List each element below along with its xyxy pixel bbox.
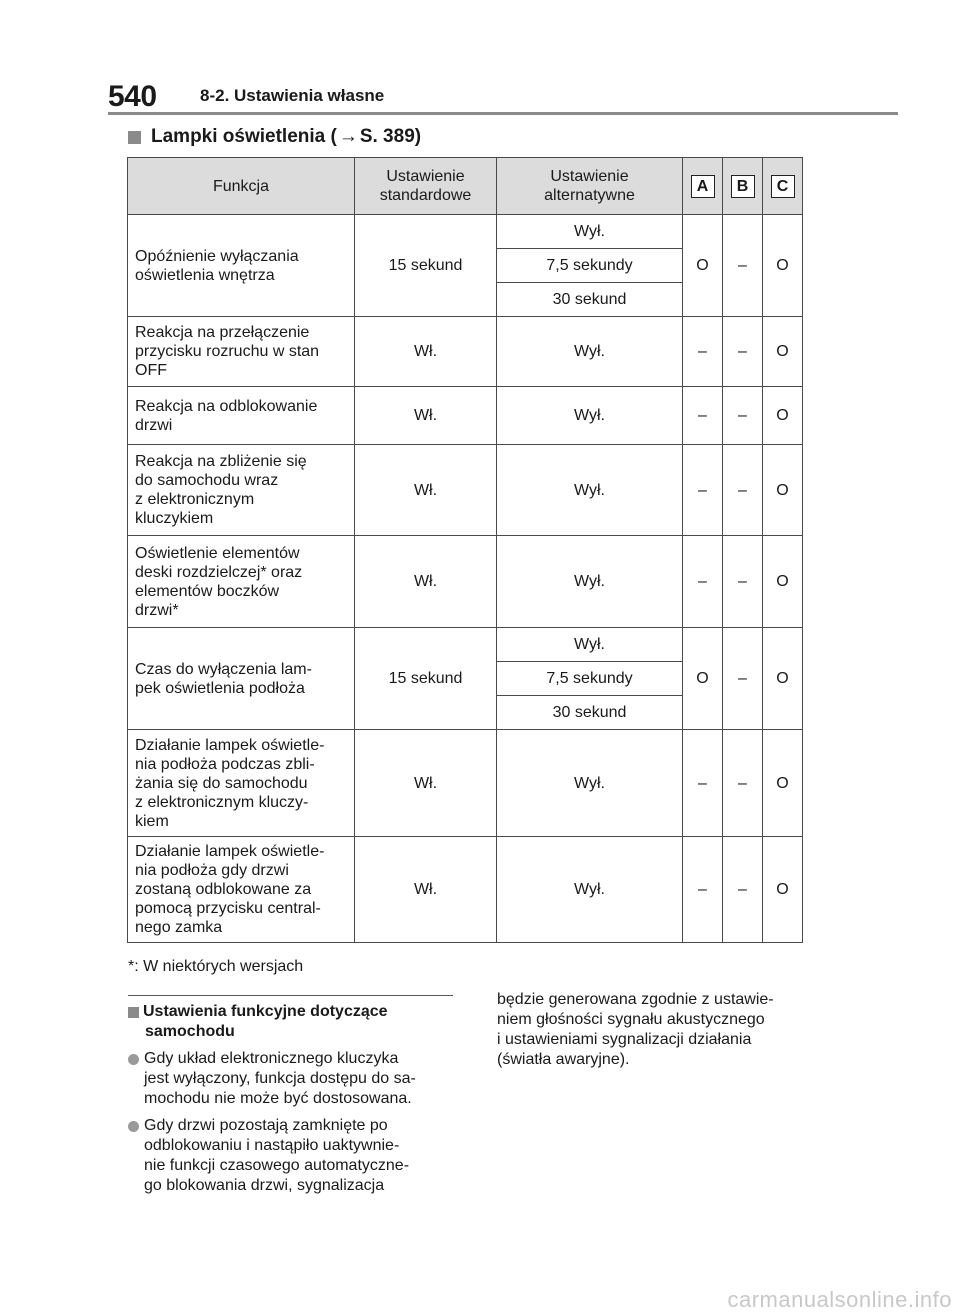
notes-left-column [128, 995, 453, 1196]
function-cell [128, 215, 355, 317]
customization-b-cell: – [723, 628, 763, 730]
function-line: Opóźnienie wyłączania [135, 247, 299, 265]
notes-heading-line: Ustawienia funkcyjne dotyczące [143, 1003, 388, 1020]
table-row [128, 837, 803, 943]
alternative-value-cell: 30 sekund [497, 283, 683, 317]
header-alternative-line: alternatywne [544, 187, 635, 204]
header-b [723, 158, 763, 215]
function-line: pek oświetlenia podłoża [135, 679, 305, 697]
customization-c-cell: O [763, 837, 803, 943]
function-cell [128, 387, 355, 445]
default-value-cell: Wł. [355, 837, 497, 943]
default-value-cell: Wł. [355, 445, 497, 536]
function-line: drzwi [135, 416, 173, 434]
default-value-cell: 15 sekund [355, 628, 497, 730]
customization-a-cell: – [683, 730, 723, 837]
function-line: Reakcja na odblokowanie [135, 397, 318, 415]
note-line: nie funkcji czasowego automatyczne- [144, 1157, 410, 1174]
function-line: pomocą przycisku central- [135, 900, 321, 917]
notes-heading-line: samochodu [145, 1023, 235, 1040]
function-line: przycisku rozruchu w stan [135, 343, 320, 360]
table-row [128, 445, 803, 536]
alternative-value-cell: Wył. [497, 317, 683, 387]
customization-b-cell: – [723, 536, 763, 628]
customization-b-cell: – [723, 837, 763, 943]
function-line: Oświetlenie elementów [135, 544, 300, 562]
alternative-value-cell: Wył. [497, 215, 683, 249]
customization-a-cell: – [683, 445, 723, 536]
function-line: zostaną odblokowane za [135, 881, 312, 898]
customization-b-cell: – [723, 730, 763, 837]
alternative-value-cell: Wył. [497, 445, 683, 536]
function-cell [128, 445, 355, 536]
default-value-cell: Wł. [355, 317, 497, 387]
function-line: OFF [135, 362, 167, 379]
function-cell [128, 628, 355, 730]
table-row [128, 215, 803, 249]
note-continuation-line: (światła awaryjne). [497, 1051, 630, 1068]
page-header [108, 78, 898, 115]
customization-a-cell: – [683, 387, 723, 445]
letter-b-icon: B [731, 175, 755, 198]
function-line: Działanie lampek oświetle- [135, 736, 325, 754]
table-row [128, 730, 803, 837]
header-function: Funkcja [128, 158, 355, 215]
customization-b-cell: – [723, 387, 763, 445]
note-line: Gdy drzwi pozostają zamknięte po [144, 1117, 388, 1134]
page-number: 540 [108, 80, 157, 113]
alternative-value-cell: Wył. [497, 536, 683, 628]
watermark: carmanualsonline.info [727, 1287, 952, 1312]
note-line: odblokowaniu i nastąpiło uaktywnie- [144, 1137, 400, 1154]
customization-b-cell: – [723, 445, 763, 536]
alternative-value-cell: Wył. [497, 837, 683, 943]
customization-a-cell: O [683, 215, 723, 317]
customization-c-cell: O [763, 730, 803, 837]
function-line: z elektronicznym kluczy- [135, 793, 309, 811]
customization-c-cell: O [763, 215, 803, 317]
header-default-line: Ustawienie [386, 168, 465, 185]
footnote: *: W niektórych wersjach [128, 958, 304, 975]
customization-a-cell: O [683, 628, 723, 730]
customization-c-cell: O [763, 317, 803, 387]
letter-a-icon: A [691, 175, 715, 198]
default-value-cell: Wł. [355, 536, 497, 628]
function-line: Reakcja na zbliżenie się [135, 453, 307, 470]
section-title [128, 126, 421, 148]
function-line: drzwi* [135, 601, 179, 619]
function-line: Reakcja na przełączenie [135, 324, 310, 341]
function-line: do samochodu wraz [135, 472, 279, 489]
alternative-value-cell: Wył. [497, 628, 683, 662]
note-line: go blokowania drzwi, sygnalizacja [144, 1177, 385, 1194]
function-cell [128, 317, 355, 387]
customization-a-cell: – [683, 837, 723, 943]
alternative-value-cell: 7,5 sekundy [497, 249, 683, 283]
customization-a-cell: – [683, 317, 723, 387]
section-title-text: Lampki oświetlenia ( [151, 126, 337, 147]
function-line: żania się do samochodu [135, 774, 308, 792]
divider [128, 995, 453, 996]
function-cell [128, 730, 355, 837]
note-bullet [128, 1049, 453, 1109]
table-row [128, 387, 803, 445]
table-row [128, 536, 803, 628]
note-continuation-line: niem głośności sygnału akustycznego [497, 1011, 765, 1028]
notes-right-column [497, 990, 807, 1070]
note-line: jest wyłączony, funkcja dostępu do sa- [144, 1070, 416, 1087]
square-bullet-icon [128, 1007, 139, 1018]
note-continuation-line: i ustawieniami sygnalizacji działania [497, 1031, 752, 1048]
alternative-value-cell: Wył. [497, 730, 683, 837]
alternative-value-cell: Wył. [497, 387, 683, 445]
header-alternative-line: Ustawienie [550, 168, 629, 185]
table-header-row [128, 158, 803, 215]
function-line: elementów boczków [135, 582, 280, 600]
function-line: Działanie lampek oświetle- [135, 843, 325, 860]
table-row [128, 317, 803, 387]
customization-b-cell: – [723, 317, 763, 387]
header-alternative [497, 158, 683, 215]
circle-bullet-icon [128, 1121, 139, 1132]
notes-heading [128, 1002, 453, 1042]
header-a [683, 158, 723, 215]
header-c [763, 158, 803, 215]
customization-c-cell: O [763, 628, 803, 730]
customization-a-cell: – [683, 536, 723, 628]
customization-b-cell: – [723, 215, 763, 317]
square-bullet-icon [128, 131, 141, 144]
function-line: nia podłoża podczas zbli- [135, 755, 315, 773]
customization-c-cell: O [763, 445, 803, 536]
function-line: kiem [135, 812, 169, 830]
customization-c-cell: O [763, 536, 803, 628]
default-value-cell: 15 sekund [355, 215, 497, 317]
letter-c-icon: C [771, 175, 795, 198]
section-page-ref: S. 389) [359, 126, 422, 147]
circle-bullet-icon [128, 1054, 139, 1065]
function-line: deski rozdzielczej* oraz [135, 563, 303, 581]
chapter-title: 8-2. Ustawienia własne [200, 86, 385, 105]
note-continuation-line: będzie generowana zgodnie z ustawie- [497, 991, 774, 1008]
function-line: oświetlenia wnętrza [135, 266, 275, 284]
settings-table [127, 157, 803, 943]
alternative-value-cell: 7,5 sekundy [497, 662, 683, 696]
table-row [128, 628, 803, 662]
header-default-line: standardowe [379, 187, 472, 204]
arrow-icon: → [338, 126, 358, 147]
note-line: mochodu nie może być dostosowana. [144, 1090, 412, 1107]
function-cell [128, 536, 355, 628]
header-default [355, 158, 497, 215]
default-value-cell: Wł. [355, 730, 497, 837]
function-line: z elektronicznym [135, 491, 255, 508]
function-line: nego zamka [135, 919, 223, 936]
default-value-cell: Wł. [355, 387, 497, 445]
function-cell [128, 837, 355, 943]
alternative-value-cell: 30 sekund [497, 696, 683, 730]
function-line: kluczykiem [135, 510, 214, 527]
customization-c-cell: O [763, 387, 803, 445]
function-line: Czas do wyłączenia lam- [135, 660, 312, 678]
function-line: nia podłoża gdy drzwi [135, 862, 289, 879]
note-line: Gdy układ elektronicznego kluczyka [144, 1050, 399, 1067]
note-bullet [128, 1116, 453, 1196]
